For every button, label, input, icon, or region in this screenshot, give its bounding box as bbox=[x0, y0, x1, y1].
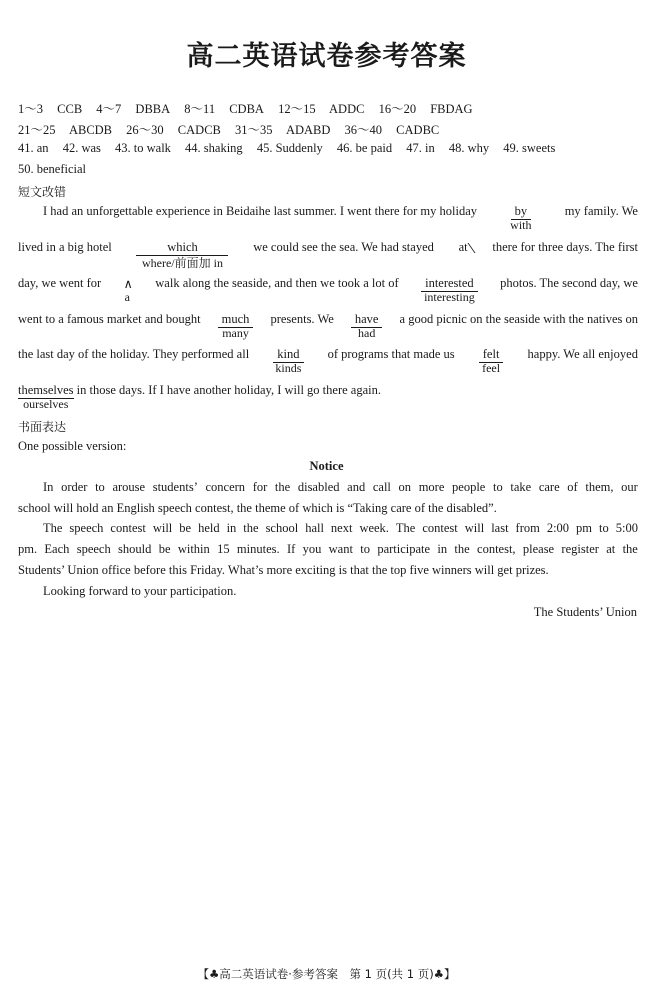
notice-word: the bbox=[622, 542, 638, 556]
passage-text: my family. We bbox=[564, 204, 638, 218]
correction-line-1 bbox=[18, 204, 638, 232]
answer-key: FBDAG bbox=[430, 102, 473, 116]
passage-text: we could see the sea. We had stayed bbox=[253, 240, 434, 254]
answer-key: CDBA bbox=[229, 102, 264, 116]
correction-line-5 bbox=[18, 347, 638, 375]
section-heading-correction: 短文改错 bbox=[18, 185, 67, 199]
notice-word: to bbox=[95, 480, 105, 494]
deleted-word: at bbox=[458, 240, 468, 254]
answer-item: 47. in bbox=[406, 141, 435, 155]
notice-word: register bbox=[561, 542, 599, 556]
answer-key: CADBC bbox=[396, 123, 440, 137]
notice-word: week. bbox=[359, 521, 389, 535]
passage-text: photos. The second day, we bbox=[500, 276, 638, 290]
notice-word: order bbox=[61, 480, 88, 494]
notice-word: 2:00 bbox=[546, 521, 570, 535]
section-heading-writing: 书面表达 bbox=[18, 420, 67, 434]
notice-word: care bbox=[538, 480, 560, 494]
version-label: One possible version: bbox=[18, 439, 127, 453]
insertion-mark bbox=[123, 276, 133, 304]
passage-text: walk along the seaside, and then we took a lot of bbox=[155, 276, 399, 290]
notice-word: call bbox=[372, 480, 391, 494]
original-word: themselves bbox=[18, 383, 74, 397]
correction-line-4 bbox=[18, 312, 638, 340]
passage-text: of programs that made us bbox=[327, 347, 455, 361]
correction-mark bbox=[421, 276, 478, 304]
answer-range: 31～35 bbox=[235, 123, 273, 137]
notice-word: In bbox=[43, 480, 54, 494]
corrected-word: many bbox=[222, 326, 249, 340]
correction-mark bbox=[510, 204, 532, 232]
page-title: 高二英语试卷参考答案 bbox=[186, 41, 467, 72]
answer-range: 12～15 bbox=[278, 102, 316, 116]
original-word: kind bbox=[273, 347, 303, 363]
notice-paragraph-1-line-1 bbox=[18, 480, 638, 495]
answer-key: CCB bbox=[57, 102, 83, 116]
original-word: much bbox=[218, 312, 254, 328]
answer-range: 26～30 bbox=[126, 123, 164, 137]
correction-line-6 bbox=[18, 383, 381, 411]
answer-row-3 bbox=[18, 141, 566, 156]
correction-mark bbox=[351, 312, 383, 340]
notice-word: be bbox=[179, 521, 192, 535]
passage-text: a good picnic on the seaside with the natives on bbox=[399, 312, 638, 326]
passage-text: there for three days. The first bbox=[492, 240, 638, 254]
notice-word: disabled bbox=[297, 480, 340, 494]
notice-signoff: The Students’ Union bbox=[533, 605, 637, 619]
notice-word: will bbox=[464, 521, 485, 535]
notice-word: 15 bbox=[217, 542, 230, 556]
notice-word: our bbox=[621, 480, 638, 494]
notice-word: contest bbox=[110, 521, 146, 535]
notice-word: people bbox=[452, 480, 486, 494]
correction-mark bbox=[18, 383, 74, 411]
corrected-word: interesting bbox=[424, 290, 475, 304]
notice-word: pm bbox=[576, 521, 593, 535]
notice-word: Each bbox=[44, 542, 70, 556]
answer-item: 46. be paid bbox=[336, 141, 393, 155]
notice-word: next bbox=[330, 521, 353, 535]
notice-paragraph-2-line-1 bbox=[18, 521, 638, 536]
answer-row-1 bbox=[18, 99, 484, 117]
notice-word: should bbox=[118, 542, 152, 556]
answer-item: 44. shaking bbox=[185, 141, 243, 155]
notice-paragraph-1-line-2: school will hold an English speech contest, the theme of which is “Taking care of the disabled”. bbox=[18, 501, 497, 515]
original-word: interested bbox=[421, 276, 478, 292]
answer-item: 49. sweets bbox=[503, 141, 556, 155]
notice-word: to bbox=[492, 480, 503, 494]
notice-word: the bbox=[274, 480, 291, 494]
corrected-word: had bbox=[357, 326, 376, 340]
answer-key: ABCDB bbox=[68, 123, 113, 137]
notice-word: concern bbox=[205, 480, 246, 494]
notice-word: to bbox=[360, 542, 370, 556]
notice-word: the bbox=[454, 542, 470, 556]
notice-word: for bbox=[252, 480, 268, 494]
notice-word: participate bbox=[377, 542, 431, 556]
notice-word: to bbox=[599, 521, 609, 535]
notice-word: from bbox=[515, 521, 540, 535]
notice-word: speech bbox=[76, 542, 111, 556]
notice-word: please bbox=[522, 542, 555, 556]
correction-line-3 bbox=[18, 276, 638, 304]
corrected-word: with bbox=[510, 218, 532, 232]
notice-word: school bbox=[265, 521, 299, 535]
notice-word: 5:00 bbox=[615, 521, 638, 535]
answer-key: CADCB bbox=[177, 123, 221, 137]
notice-word: held bbox=[198, 521, 220, 535]
page-footer: 【♣高二英语试卷·参考答案 第 1 页(共 1 页)♣】 bbox=[197, 967, 456, 981]
notice-word: you bbox=[302, 542, 322, 556]
notice-word: the bbox=[243, 521, 259, 535]
notice-word: last bbox=[491, 521, 509, 535]
notice-paragraph-2-line-3: Students’ Union office before this Friday. What’s more exciting is that the top five winners will get prizes. bbox=[18, 563, 549, 577]
answer-range: 4～7 bbox=[96, 102, 122, 116]
corrected-word: ourselves bbox=[23, 397, 69, 411]
notice-word: will bbox=[152, 521, 173, 535]
answer-item: 42. was bbox=[62, 141, 101, 155]
notice-paragraph-3: Looking forward to your participation. bbox=[43, 584, 237, 598]
answer-range: 16～20 bbox=[378, 102, 417, 116]
passage-text: happy. We all enjoyed bbox=[527, 347, 638, 361]
corrected-word: feel bbox=[482, 361, 501, 375]
answer-range: 21～25 bbox=[18, 123, 56, 137]
passage-text: lived in a big hotel bbox=[18, 240, 112, 254]
notice-word: arouse bbox=[112, 480, 146, 494]
corrected-word: where/前面加 in bbox=[141, 256, 223, 270]
answer-range: 36～40 bbox=[344, 123, 383, 137]
notice-word: take bbox=[510, 480, 532, 494]
answer-range: 8～11 bbox=[184, 102, 216, 116]
answer-range: 1～3 bbox=[18, 102, 44, 116]
correction-line-2 bbox=[18, 240, 638, 270]
passage-text: presents. We bbox=[270, 312, 334, 326]
answer-item: 41. an bbox=[18, 141, 49, 155]
notice-word: students’ bbox=[152, 480, 198, 494]
notice-word: within bbox=[177, 542, 210, 556]
notice-word: The bbox=[43, 521, 63, 535]
correction-mark bbox=[218, 312, 254, 340]
notice-word: speech bbox=[69, 521, 104, 535]
original-word: which bbox=[136, 240, 228, 256]
notice-word: pm. bbox=[18, 542, 38, 556]
answer-item: 45. Suddenly bbox=[256, 141, 323, 155]
passage-text: in those days. If I have another holiday, I will go there again. bbox=[76, 383, 381, 397]
answer-key: ADABD bbox=[285, 123, 331, 137]
notice-word: hall bbox=[305, 521, 324, 535]
notice-word: and bbox=[347, 480, 366, 494]
passage-text: the last day of the holiday. They performed all bbox=[18, 347, 250, 361]
notice-word: more bbox=[418, 480, 445, 494]
notice-word: contest, bbox=[477, 542, 516, 556]
correction-mark bbox=[479, 347, 504, 375]
answer-item: 48. why bbox=[448, 141, 490, 155]
notice-word: If bbox=[286, 542, 296, 556]
answer-row-2 bbox=[18, 120, 450, 138]
notice-word: on bbox=[398, 480, 412, 494]
correction-mark bbox=[136, 240, 228, 270]
corrected-word: kinds bbox=[275, 361, 302, 375]
notice-word: at bbox=[606, 542, 616, 556]
notice-word: minutes. bbox=[236, 542, 280, 556]
notice-paragraph-2-line-2 bbox=[18, 542, 638, 557]
answer-item: 43. to walk bbox=[115, 141, 171, 155]
passage-text: went to a famous market and bought bbox=[18, 312, 201, 326]
notice-word: want bbox=[328, 542, 353, 556]
notice-word: The bbox=[395, 521, 416, 535]
notice-title: Notice bbox=[309, 459, 344, 473]
original-word: felt bbox=[479, 347, 504, 363]
inserted-word: a bbox=[124, 290, 130, 304]
answer-key: DBBA bbox=[135, 102, 171, 116]
passage-text: I had an unforgettable experience in Beidaihe last summer. I went there for my holiday bbox=[43, 204, 477, 218]
caret-symbol: ∧ bbox=[123, 277, 133, 291]
notice-word: in bbox=[226, 521, 237, 535]
notice-word: be bbox=[158, 542, 171, 556]
notice-word: of bbox=[567, 480, 578, 494]
notice-word: in bbox=[437, 542, 448, 556]
correction-mark bbox=[273, 347, 303, 375]
original-word: by bbox=[511, 204, 532, 220]
original-word: have bbox=[351, 312, 383, 328]
notice-word: them, bbox=[585, 480, 614, 494]
answer-key: ADDC bbox=[329, 102, 365, 116]
notice-word: contest bbox=[422, 521, 458, 535]
answer-row-4: 50. beneficial bbox=[18, 162, 87, 176]
passage-text: day, we went for bbox=[18, 276, 102, 290]
